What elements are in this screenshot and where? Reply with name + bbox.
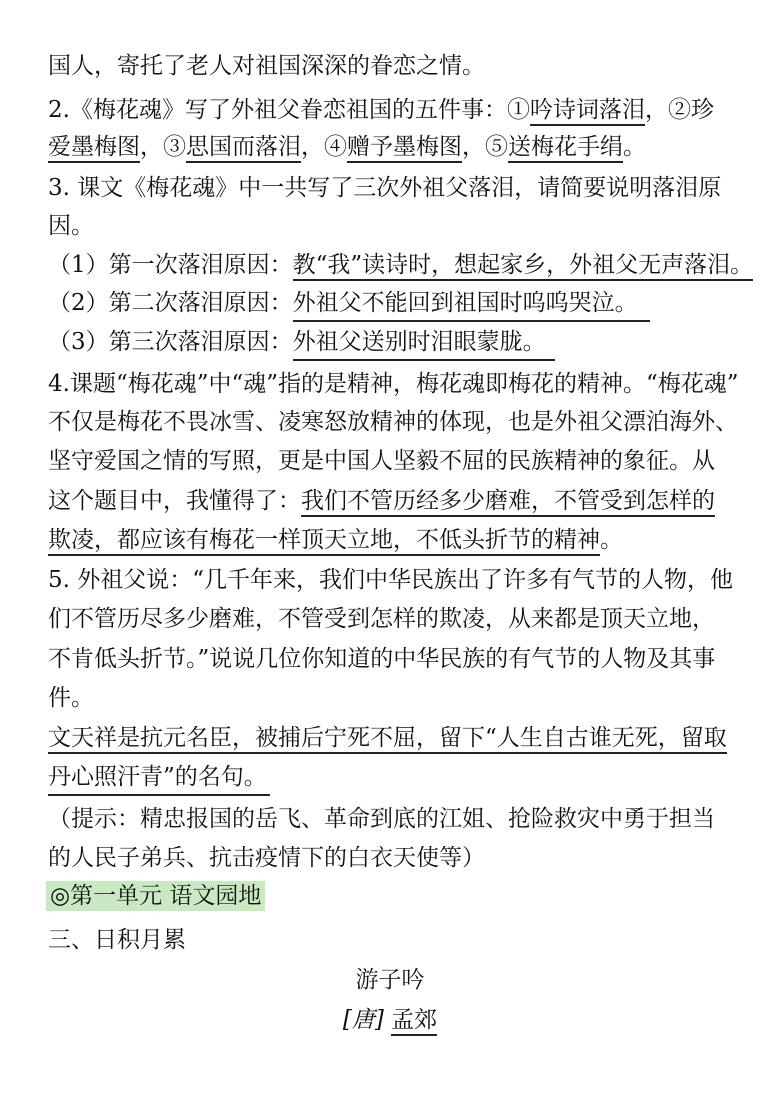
question-3-line-2 [48,208,94,244]
answer-5: 送梅花手绢 [508,134,623,163]
question-4-line-2 [48,404,738,440]
question-text: 2.《梅花魂》写了外祖父眷恋祖国的五件事：① [48,97,530,123]
answer-2: 爱墨梅图 [48,134,140,163]
answer-5-line-2 [48,759,270,796]
question-5-line-4 [48,680,94,716]
hint-line-1 [48,801,715,837]
question-4-line-5 [48,522,623,558]
period: 。 [600,527,623,553]
answer-text: 欺凌，都应该有梅花一样顶天立地，不低头折节的精神 [48,527,600,556]
reason-label: （3）第三次落泪原因： [48,329,293,355]
question-text: 3. 课文《梅花魂》中一共写了三次外祖父落泪，请简要说明落泪原 [48,175,722,201]
period: 。 [623,134,646,160]
question-2-line-1 [48,92,714,128]
section-heading [46,878,265,914]
reason-answer: 外祖父不能回到祖国时呜呜哭泣。 [293,286,650,322]
paragraph-text: 坚守爱国之情的写照，更是中国人坚毅不屈的民族精神的象征。从 [48,448,715,474]
paragraph-text: 4.课题“梅花魂”中“魂”指的是精神，梅花魂即梅花的精神。“梅花魂” [48,371,739,397]
paragraph-text: 们不管历尽多少磨难，不管受到怎样的欺凌，从来都是顶天立地， [48,606,715,632]
separator: ，⑤ [462,134,508,160]
reason-2 [48,285,650,322]
answer-text: 丹心照汗青”的名句。 [48,760,270,796]
question-5-line-3 [48,641,715,677]
poem-title-text: 游子吟 [355,967,425,993]
question-4-line-1 [48,366,739,402]
line-1 [48,48,485,84]
reason-3 [48,324,555,361]
separator: ，②珍 [644,97,714,123]
hint-text: （提示：精忠报国的岳飞、革命到底的江姐、抢险救灾中勇于担当 [48,806,715,832]
reason-1 [48,247,753,283]
hint-line-2 [48,840,485,876]
paragraph-text: 这个题目中，我懂得了： [48,488,301,514]
paragraph-text: 不肯低头折节。”说说几位你知道的中华民族的有气节的人物及其事 [48,646,716,672]
hint-text: 的人民子弟兵、抗击疫情下的白衣天使等） [48,845,485,871]
reason-answer: 外祖父送别时泪眼蒙胧。 [293,325,555,361]
answer-4: 赠予墨梅图 [347,134,462,163]
answer-5-line-1 [48,720,727,756]
reason-label: （2）第二次落泪原因： [48,290,293,316]
poem-byline [0,1002,780,1038]
reason-answer: 教“我”读诗时，想起家乡，外祖父无声落泪。 [293,252,754,281]
separator: ，③ [140,134,186,160]
answer-1: 吟诗词落泪 [530,97,645,126]
question-5-line-2 [48,601,715,637]
poem-author: 孟郊 [391,1007,437,1036]
paragraph-text: 5. 外祖父说：“几千年来，我们中华民族出了许多有气节的人物，他 [48,567,734,593]
separator: ，④ [301,134,347,160]
question-text: 因。 [48,213,94,239]
poem-title [0,962,780,998]
paragraph-text: 件。 [48,685,94,711]
section-title: ◎第一单元 语文园地 [46,881,265,911]
subsection-title: 三、日积月累 [48,927,186,953]
answer-text: 我们不管历经多少磨难，不管受到怎样的 [301,488,715,517]
question-3-line-1 [48,170,721,206]
paragraph-text: 不仅是梅花不畏冰雪、凌寒怒放精神的体现，也是外祖父漂泊海外、 [48,409,738,435]
question-2-line-2 [48,129,646,165]
poem-dynasty: [唐] [342,1007,384,1033]
question-4-line-3 [48,443,715,479]
question-4-line-4 [48,483,715,519]
paragraph-text: 国人，寄托了老人对祖国深深的眷恋之情。 [48,53,485,79]
question-5-line-1 [48,562,733,598]
subsection-heading [48,922,186,958]
answer-text: 文天祥是抗元名臣，被捕后宁死不屈，留下“人生自古谁无死，留取 [48,725,727,754]
answer-3: 思国而落泪 [186,134,301,163]
reason-label: （1）第一次落泪原因： [48,252,293,278]
